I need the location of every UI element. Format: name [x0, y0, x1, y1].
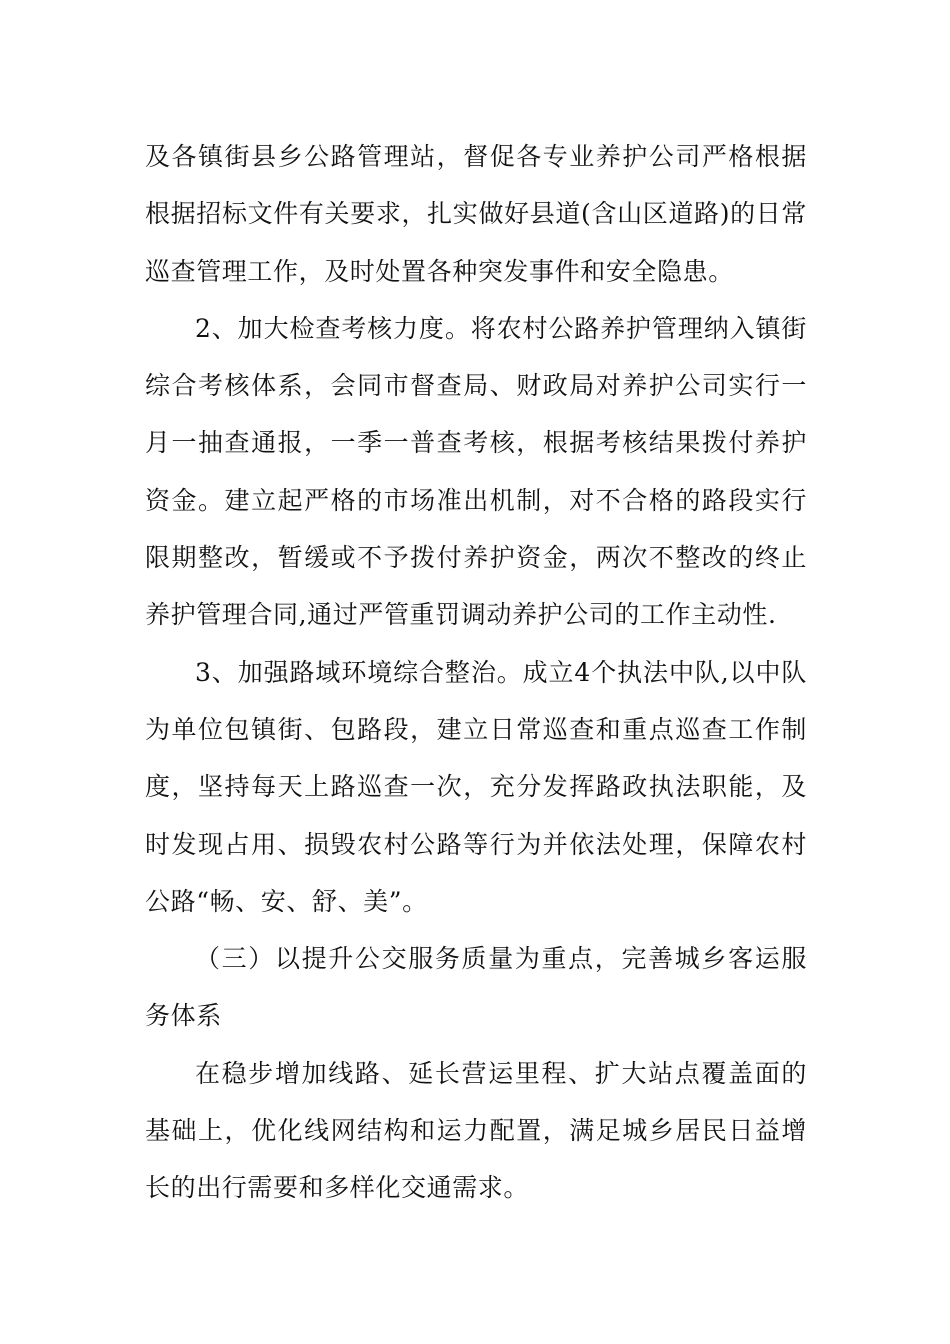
paragraph-inspection-assessment: 2、加大检查考核力度。将农村公路养护管理纳入镇街综合考核体系，会同市督查局、财政局对养护公司实行一月一抽查通报，一季一普查考核，根据考核结果拨付养护资金。建立起严格的市场准出机制，对不合格的路段实行限期整改，暂缓或不予拨付养护资金，两次不整改的终止养护管理合同,通过严管重罚调动养护公司的工作主动性. — [145, 313, 807, 630]
section-heading-bus-service: （三）以提升公交服务质量为重点，完善城乡客运服务体系 — [145, 944, 807, 1031]
document-body — [145, 128, 807, 1217]
paragraph-road-station: 及各镇街县乡公路管理站，督促各专业养护公司严格根据根据招标文件有关要求，扎实做好县道(含山区道路)的日常巡查管理工作，及时处置各种突发事件和安全隐患。 — [145, 142, 807, 286]
paragraph-road-environment: 3、加强路域环境综合整治。成立4个执法中队,以中队为单位包镇街、包路段，建立日常巡查和重点巡查工作制度，坚持每天上路巡查一次，充分发挥路政执法职能，及时发现占用、损毁农村公路等行为并依法处理，保障农村公路“畅、安、舒、美”。 — [145, 657, 807, 916]
paragraph-route-optimization: 在稳步增加线路、延长营运里程、扩大站点覆盖面的基础上，优化线网结构和运力配置，满足城乡居民日益增长的出行需要和多样化交通需求。 — [145, 1058, 807, 1203]
